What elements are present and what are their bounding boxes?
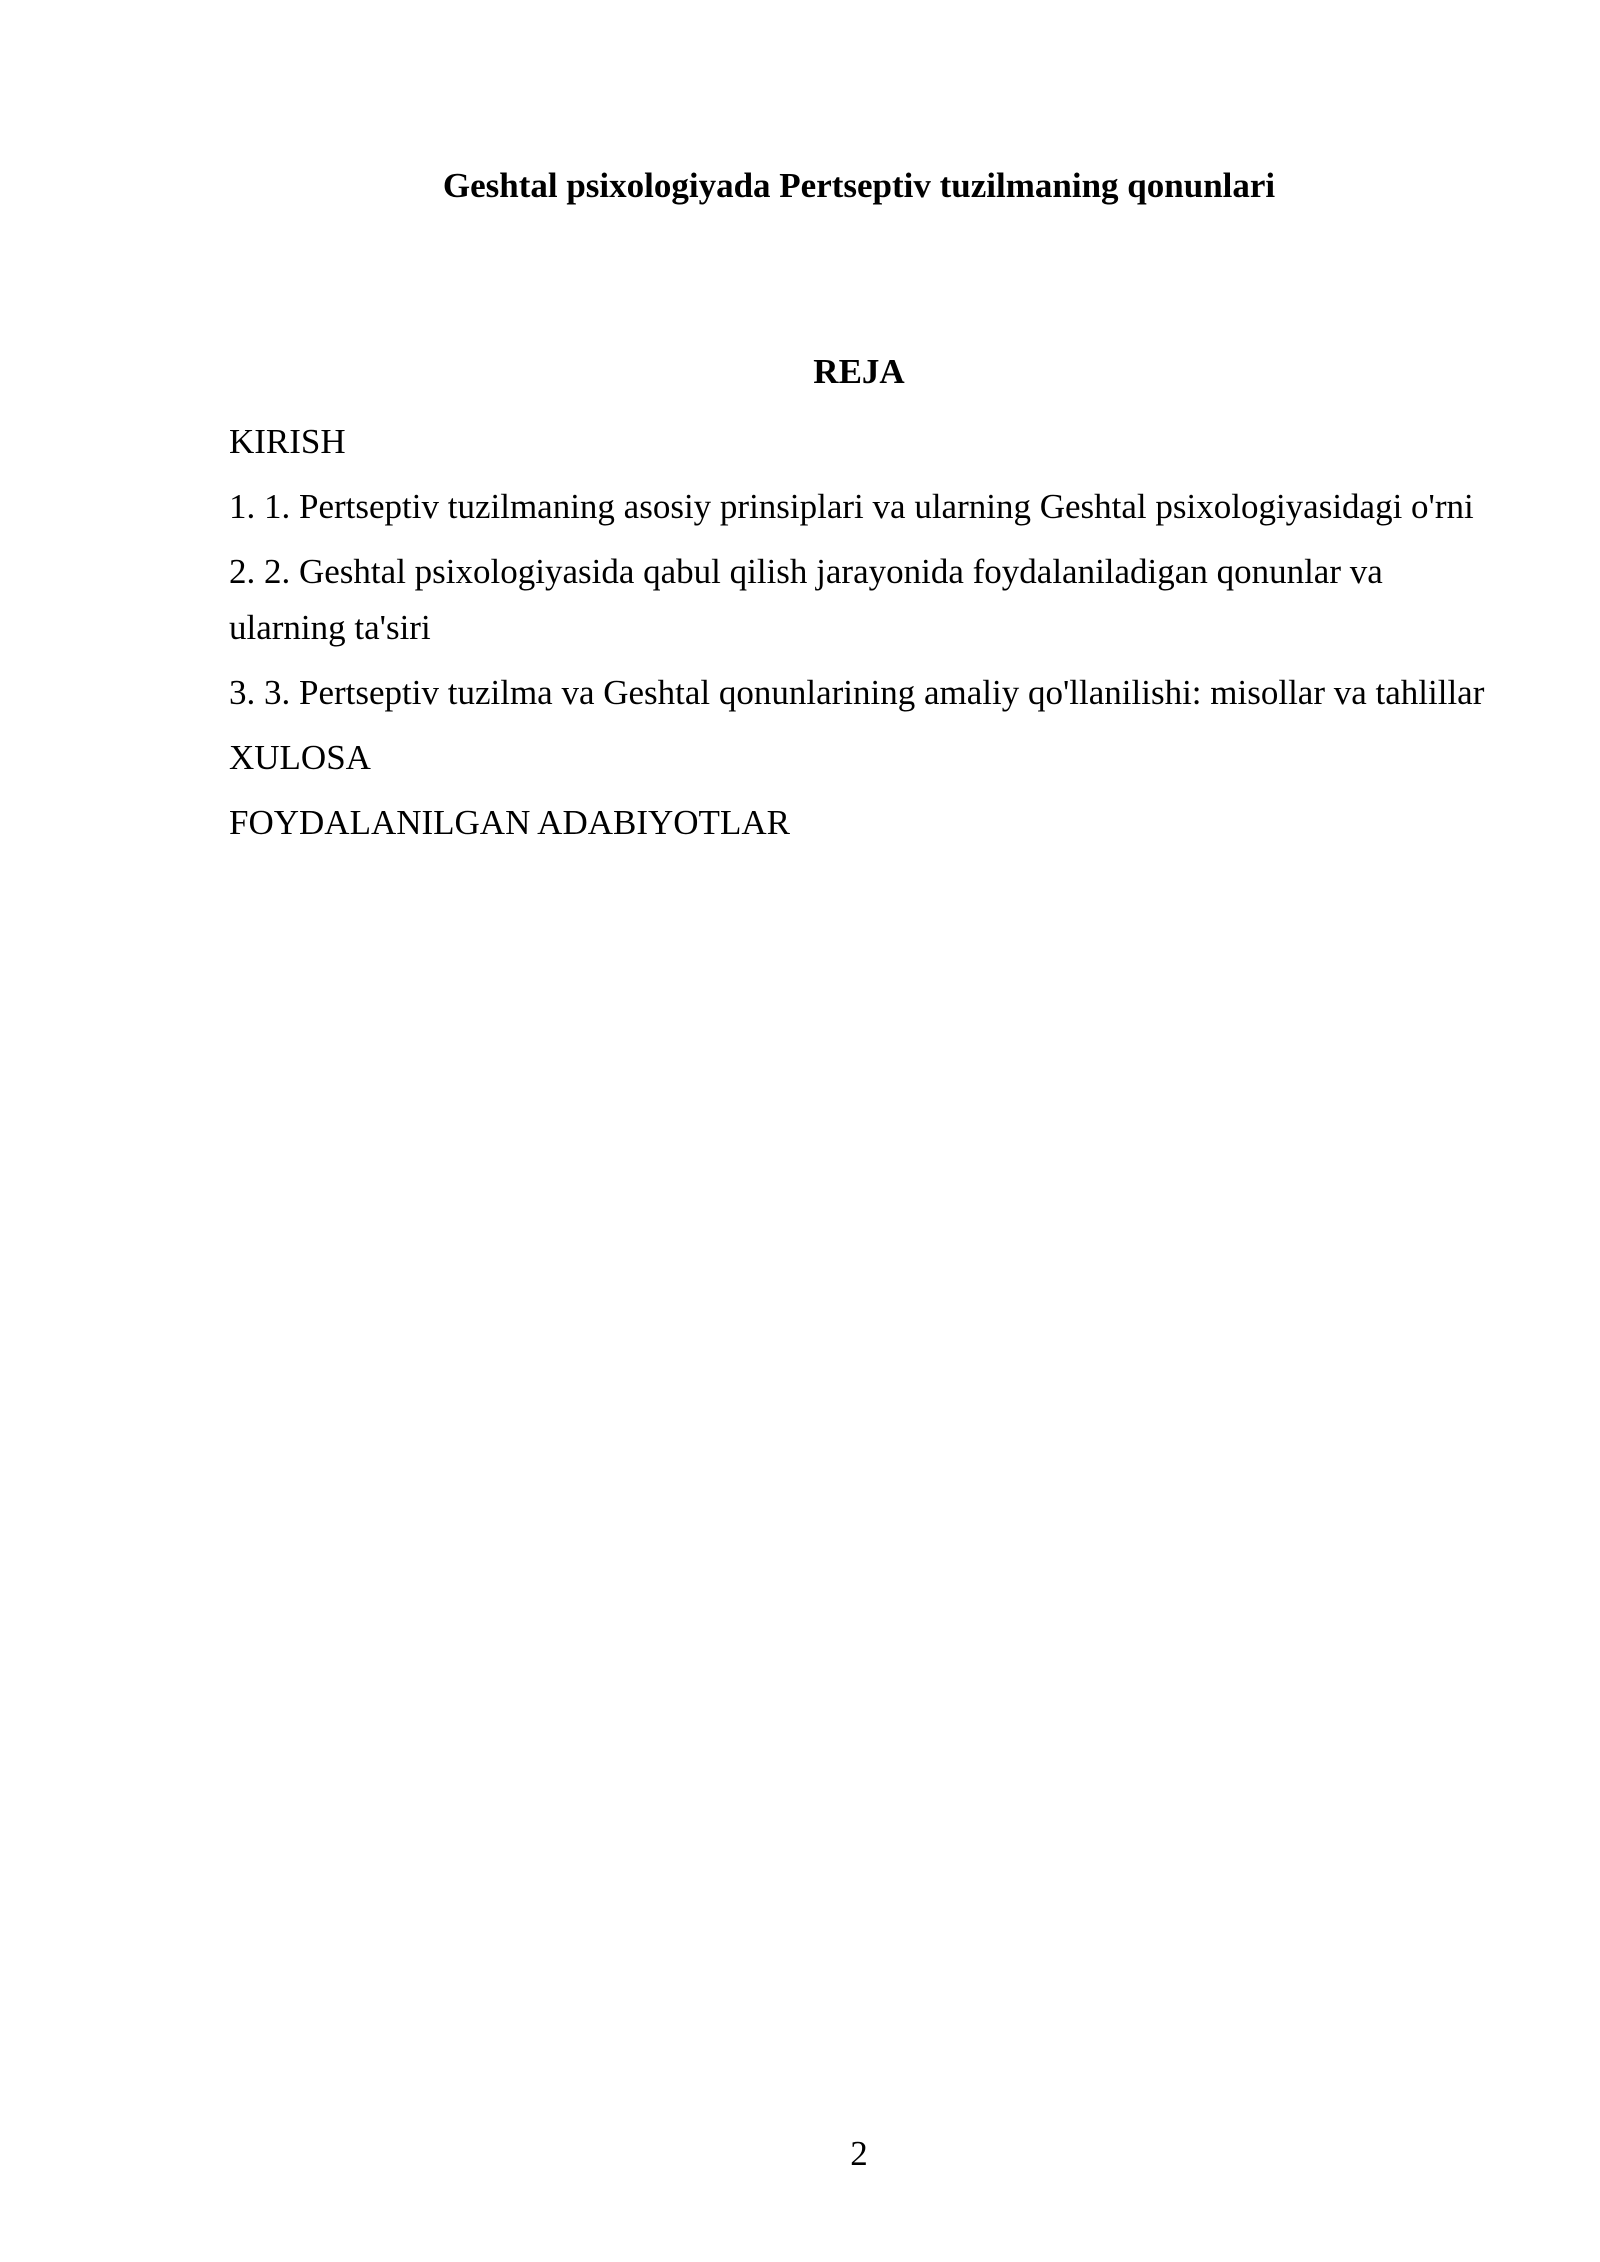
plan-item-conclusion: XULOSA (229, 738, 371, 777)
plan-item-chapter-3: 3. 3. Pertseptiv tuzilma va Geshtal qonunlarining amaliy qo'llanilishi: misollar va tahlillar (229, 673, 1485, 712)
plan-item-references: FOYDALANILGAN ADABIYOTLAR (229, 803, 790, 842)
document-title: Geshtal psixologiyada Pertseptiv tuzilmaning qonunlari (442, 166, 1276, 205)
plan-heading: REJA (813, 352, 905, 391)
plan-item-introduction: KIRISH (229, 422, 346, 461)
plan-list (229, 414, 1489, 860)
document-title-container (229, 160, 1489, 212)
plan-item-chapter-2: 2. 2. Geshtal psixologiyasida qabul qilish jarayonida foydalaniladigan qonunlar va ularning ta'siri (229, 552, 1383, 647)
page-number: 2 (850, 2134, 868, 2173)
plan-item-chapter-1: 1. 1. Pertseptiv tuzilmaning asosiy prinsiplari va ularning Geshtal psixologiyasidagi o'rni (229, 487, 1474, 526)
